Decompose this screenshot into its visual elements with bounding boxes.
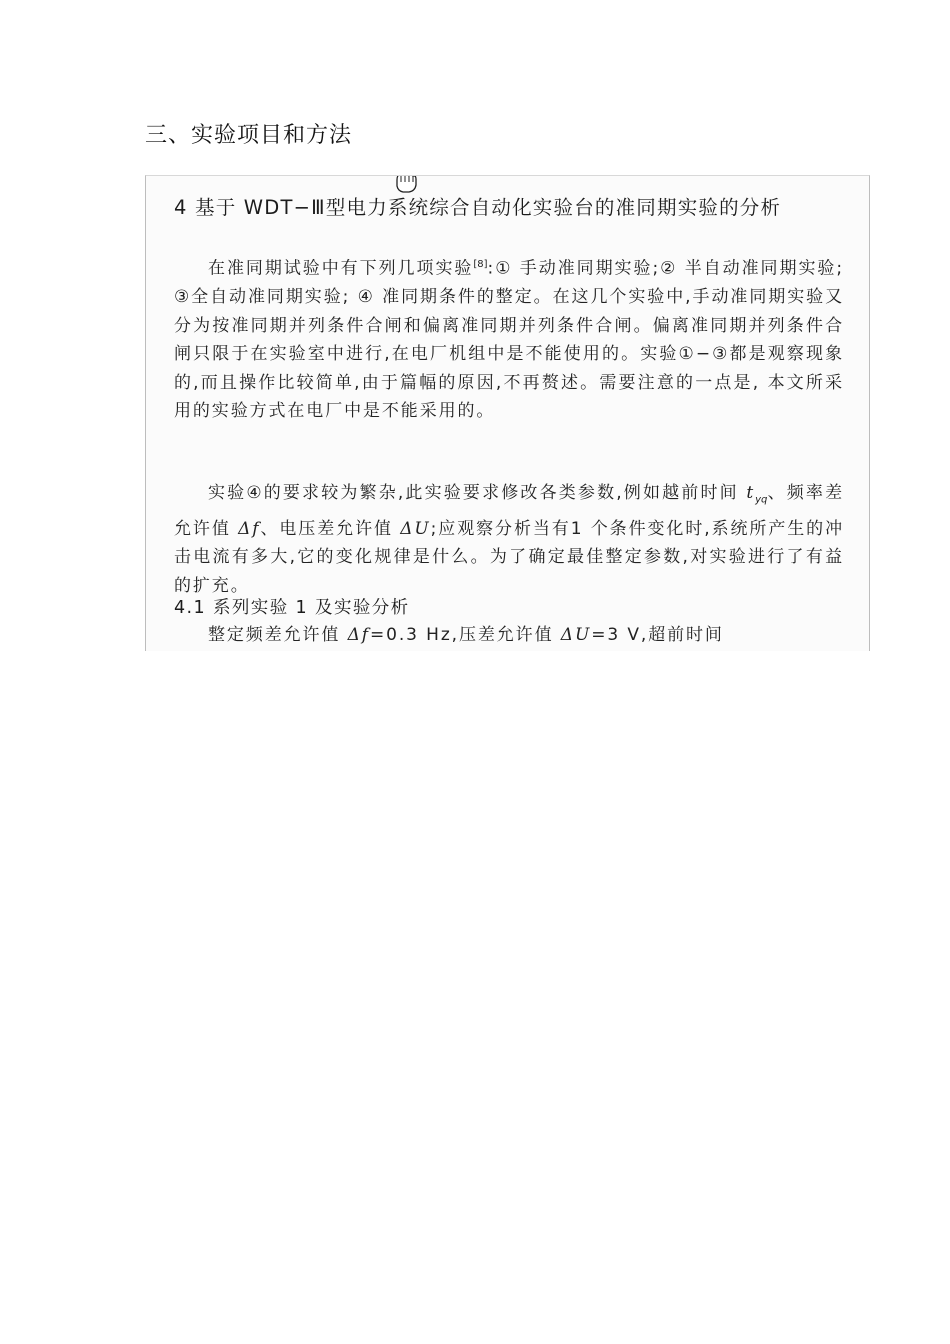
- symbol-delta-u: ΔU: [560, 625, 592, 645]
- p1-text-b: :① 手动准同期实验;② 半自动准同期实验; ③全自动准同期实验; ④ 准同期条件的整定。在这几个实验中,手动准同期实验又分为按准同期并列条件合闸和偏离准同期并列条件合闸。偏离准同期并列条件合闸只限于在实验室中进行,在电厂机组中是不能使用的。实验①−③都是观察现象的,而且操作比较简单,由于篇幅的原因,不再赘述。需要注意的一点是, 本文所采用的实验方式在电厂中是不能采用的。: [174, 258, 844, 422]
- paragraph-experiments: [174, 251, 844, 426]
- p2-text-c: 、电压差允许值: [260, 518, 401, 539]
- excerpt-heading: 4 基于 WDT−Ⅲ型电力系统综合自动化实验台的准同期实验的分析: [174, 196, 782, 219]
- p3-text-a: 整定频差允许值: [208, 625, 348, 645]
- paragraph-experiment-4: [174, 479, 844, 600]
- symbol-t: t: [746, 483, 756, 503]
- p2-text-a: 实验④的要求较为繁杂,此实验要求修改各类参数,例如越前时间: [208, 483, 747, 503]
- paragraph-series-1: [174, 621, 844, 650]
- section-heading: 三、实验项目和方法: [145, 123, 353, 148]
- p1-text-a: 在准同期试验中有下列几项实验: [208, 258, 474, 279]
- symbol-delta-u: ΔU: [400, 518, 431, 539]
- p2-text-d: ;应观察分析当有1 个条件变化时,系统所产生的冲击电流有多大,它的变化规律是什么。为了确定最佳整定参数,对实验进行了有益的扩充。: [174, 518, 844, 596]
- reference-marker: [8]: [473, 259, 488, 270]
- hand-cursor-icon: [391, 175, 421, 196]
- p3-text-c: =3 V,超前时间: [591, 625, 724, 645]
- p3-text-b: =0.3 Hz,压差允许值: [369, 625, 561, 645]
- symbol-delta-f: Δf: [238, 518, 261, 539]
- p2-text-b: 、频率差允许值: [174, 483, 844, 539]
- subsection-heading: 4.1 系列实验 1 及实验分析: [174, 598, 410, 618]
- symbol-t-subscript: yq: [755, 494, 768, 506]
- scanned-excerpt: [145, 175, 870, 651]
- symbol-delta-f: Δf: [347, 625, 370, 645]
